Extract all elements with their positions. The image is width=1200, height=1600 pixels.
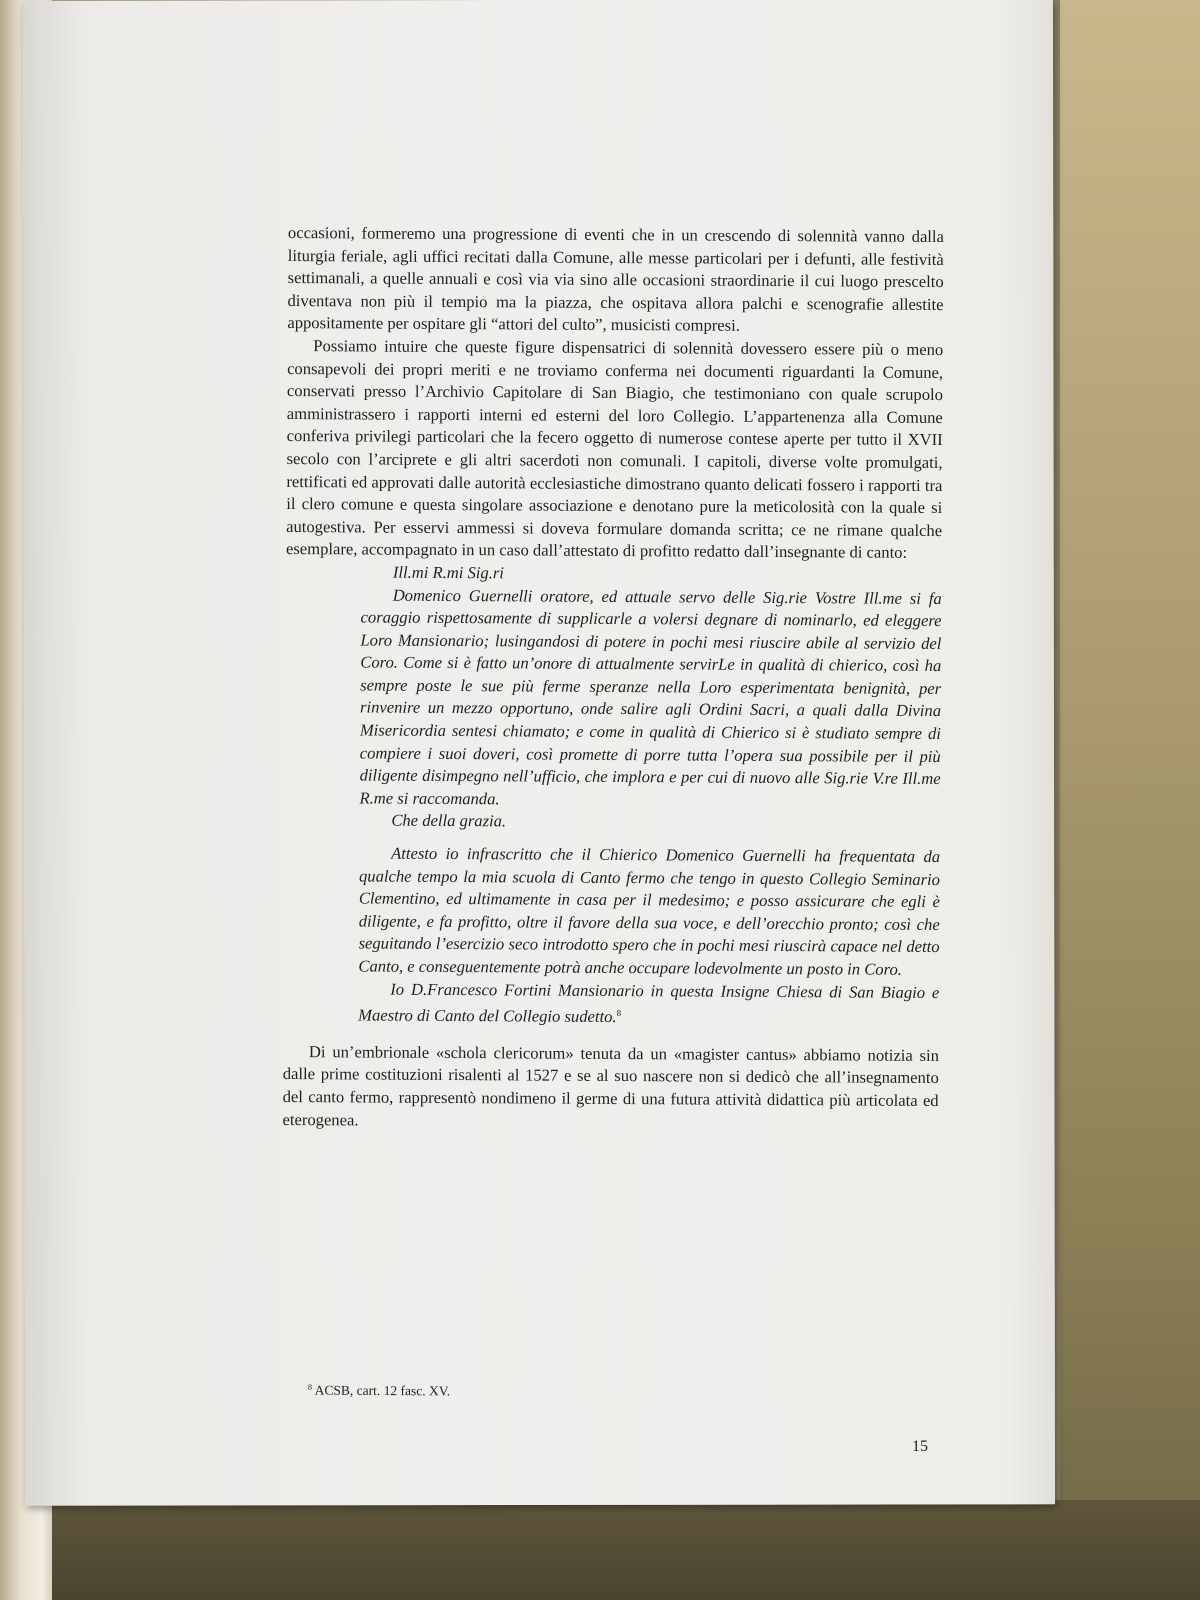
signature-text: Io D.Francesco Fortini Mansionario in questa Insigne Chiesa di San Biagio e Maestro di Canto del Collegio sudetto. [358, 979, 940, 1027]
footnote-text: ACSB, cart. 12 fasc. XV. [314, 1382, 451, 1399]
page-number: 15 [912, 1438, 928, 1455]
paragraph-1: occasioni, formeremo una progressione di eventi che in un crescendo di solennità vanno dalla liturgia feriale, agli uffici recitati dalla Comune, alle messe particolari per i defunti, alle festività settimanali, a quelle annuali e così via via sino alle occasioni straordinarie il cui luogo prescelto diventava non più il tempio ma la piazza, che ospitava allora palchi e scenografie allestite appositamente per ospitare gli “attori del culto”, musicisti compresi. [287, 222, 944, 336]
letter-text: Domenico Guernelli oratore, ed attuale servo delle Sig.rie Vostre Ill.me si fa coraggio rispettosamente di supplicarle a volersi degnare di nominarlo, ed eleggere Loro Mansionario; lusingandosi di potere in pochi mesi riuscire abile al servizio del Coro. Come si è fatto un’onore di attualmente servirLe in qualità di chierico, così ha sempre poste le sue più ferme speranze nella Loro esperimentata benignità, per rinvenire un mezzo opportuno, onde salire agli Ordini Sacri, a quali dalla Divina Misericordia sentesi chiamato; e come in qualità di Chierico si è studiato sempre di compiere i suoi doveri, così promette di porre tutta l’opera sua possibile per il più diligente disimpegno nell’ufficio, che implora e per cui di nuovo alle Sig.rie V.re Ill.me R.me si raccomanda. [359, 585, 942, 809]
paragraph-2: Possiamo intuire che queste figure dispensatrici di solennità dovessero essere più o meno consapevoli dei propri meriti e ne troviamo conferma nei documenti riguardanti la Comune, conservati presso l’Archivio Capitolare di San Biagio, che testimoniano con quale scrupolo amministrassero i rapporti interni ed esterni del loro Collegio. L’appartenenza alla Comune conferiva privilegi particolari che la fecero oggetto di numerose contese aperte per tutto il XVII secolo con l’arciprete e gli altri sacerdoti non comunali. I capitoli, diverse volte promulgati, rettificati ed approvati dalle autorità ecclesiastiche dimostrano quanto delicati fossero i rapporti tra il clero comune e questa singolare associazione e denotano pure la meticolosità con la quale si autogestiva. Per esservi ammessi si doveva formulare domanda scritta; ce ne rimane qualche esemplare, accompagnato in un caso dall’attestato di profitto redatto dall’insegnante di canto: [285, 336, 944, 563]
letter-quote [358, 561, 942, 1030]
footnote-ref: 8 [616, 1008, 622, 1019]
letter-salutation: Ill.mi R.mi Sig.ri [392, 562, 505, 583]
attestation-text: Attesto io infrascritto che il Chierico Domenico Guernelli ha frequentata da qualche tempo la mia scuola di Canto fermo che tengo in questo Collegio Seminario Clementino, ed ultimamente in casa per il medesimo; e posso assicurare che egli è diligente, e fa profitto, oltre il favore della sua voce, e dell’orecchio pronto; così che seguitando l’esercizio seco introdotto spero che in pochi mesi riuscirà capace nel detto Canto, e conseguentemente potrà anche occupare lodevolmente un posto in Coro. [358, 843, 941, 979]
letter-closing: Che della grazia. [391, 811, 507, 831]
main-text [282, 222, 944, 1135]
footnote-marker: 8 [307, 1382, 313, 1392]
footnote [308, 1383, 450, 1400]
background-surface [1060, 0, 1200, 1600]
background-shadow [0, 1500, 1200, 1600]
paragraph-3: Di un’embrionale «schola clericorum» tenuta da un «magister cantus» abbiamo notizia sin dalle prime costituzioni risalenti al 1527 e se al suo nascere non si dedicò che all’insegnamento del canto fermo, rappresentò nondimeno il germe di una futura attività didattica più articolata ed eterogenea. [282, 1041, 939, 1130]
attestation-signature [358, 978, 939, 1031]
